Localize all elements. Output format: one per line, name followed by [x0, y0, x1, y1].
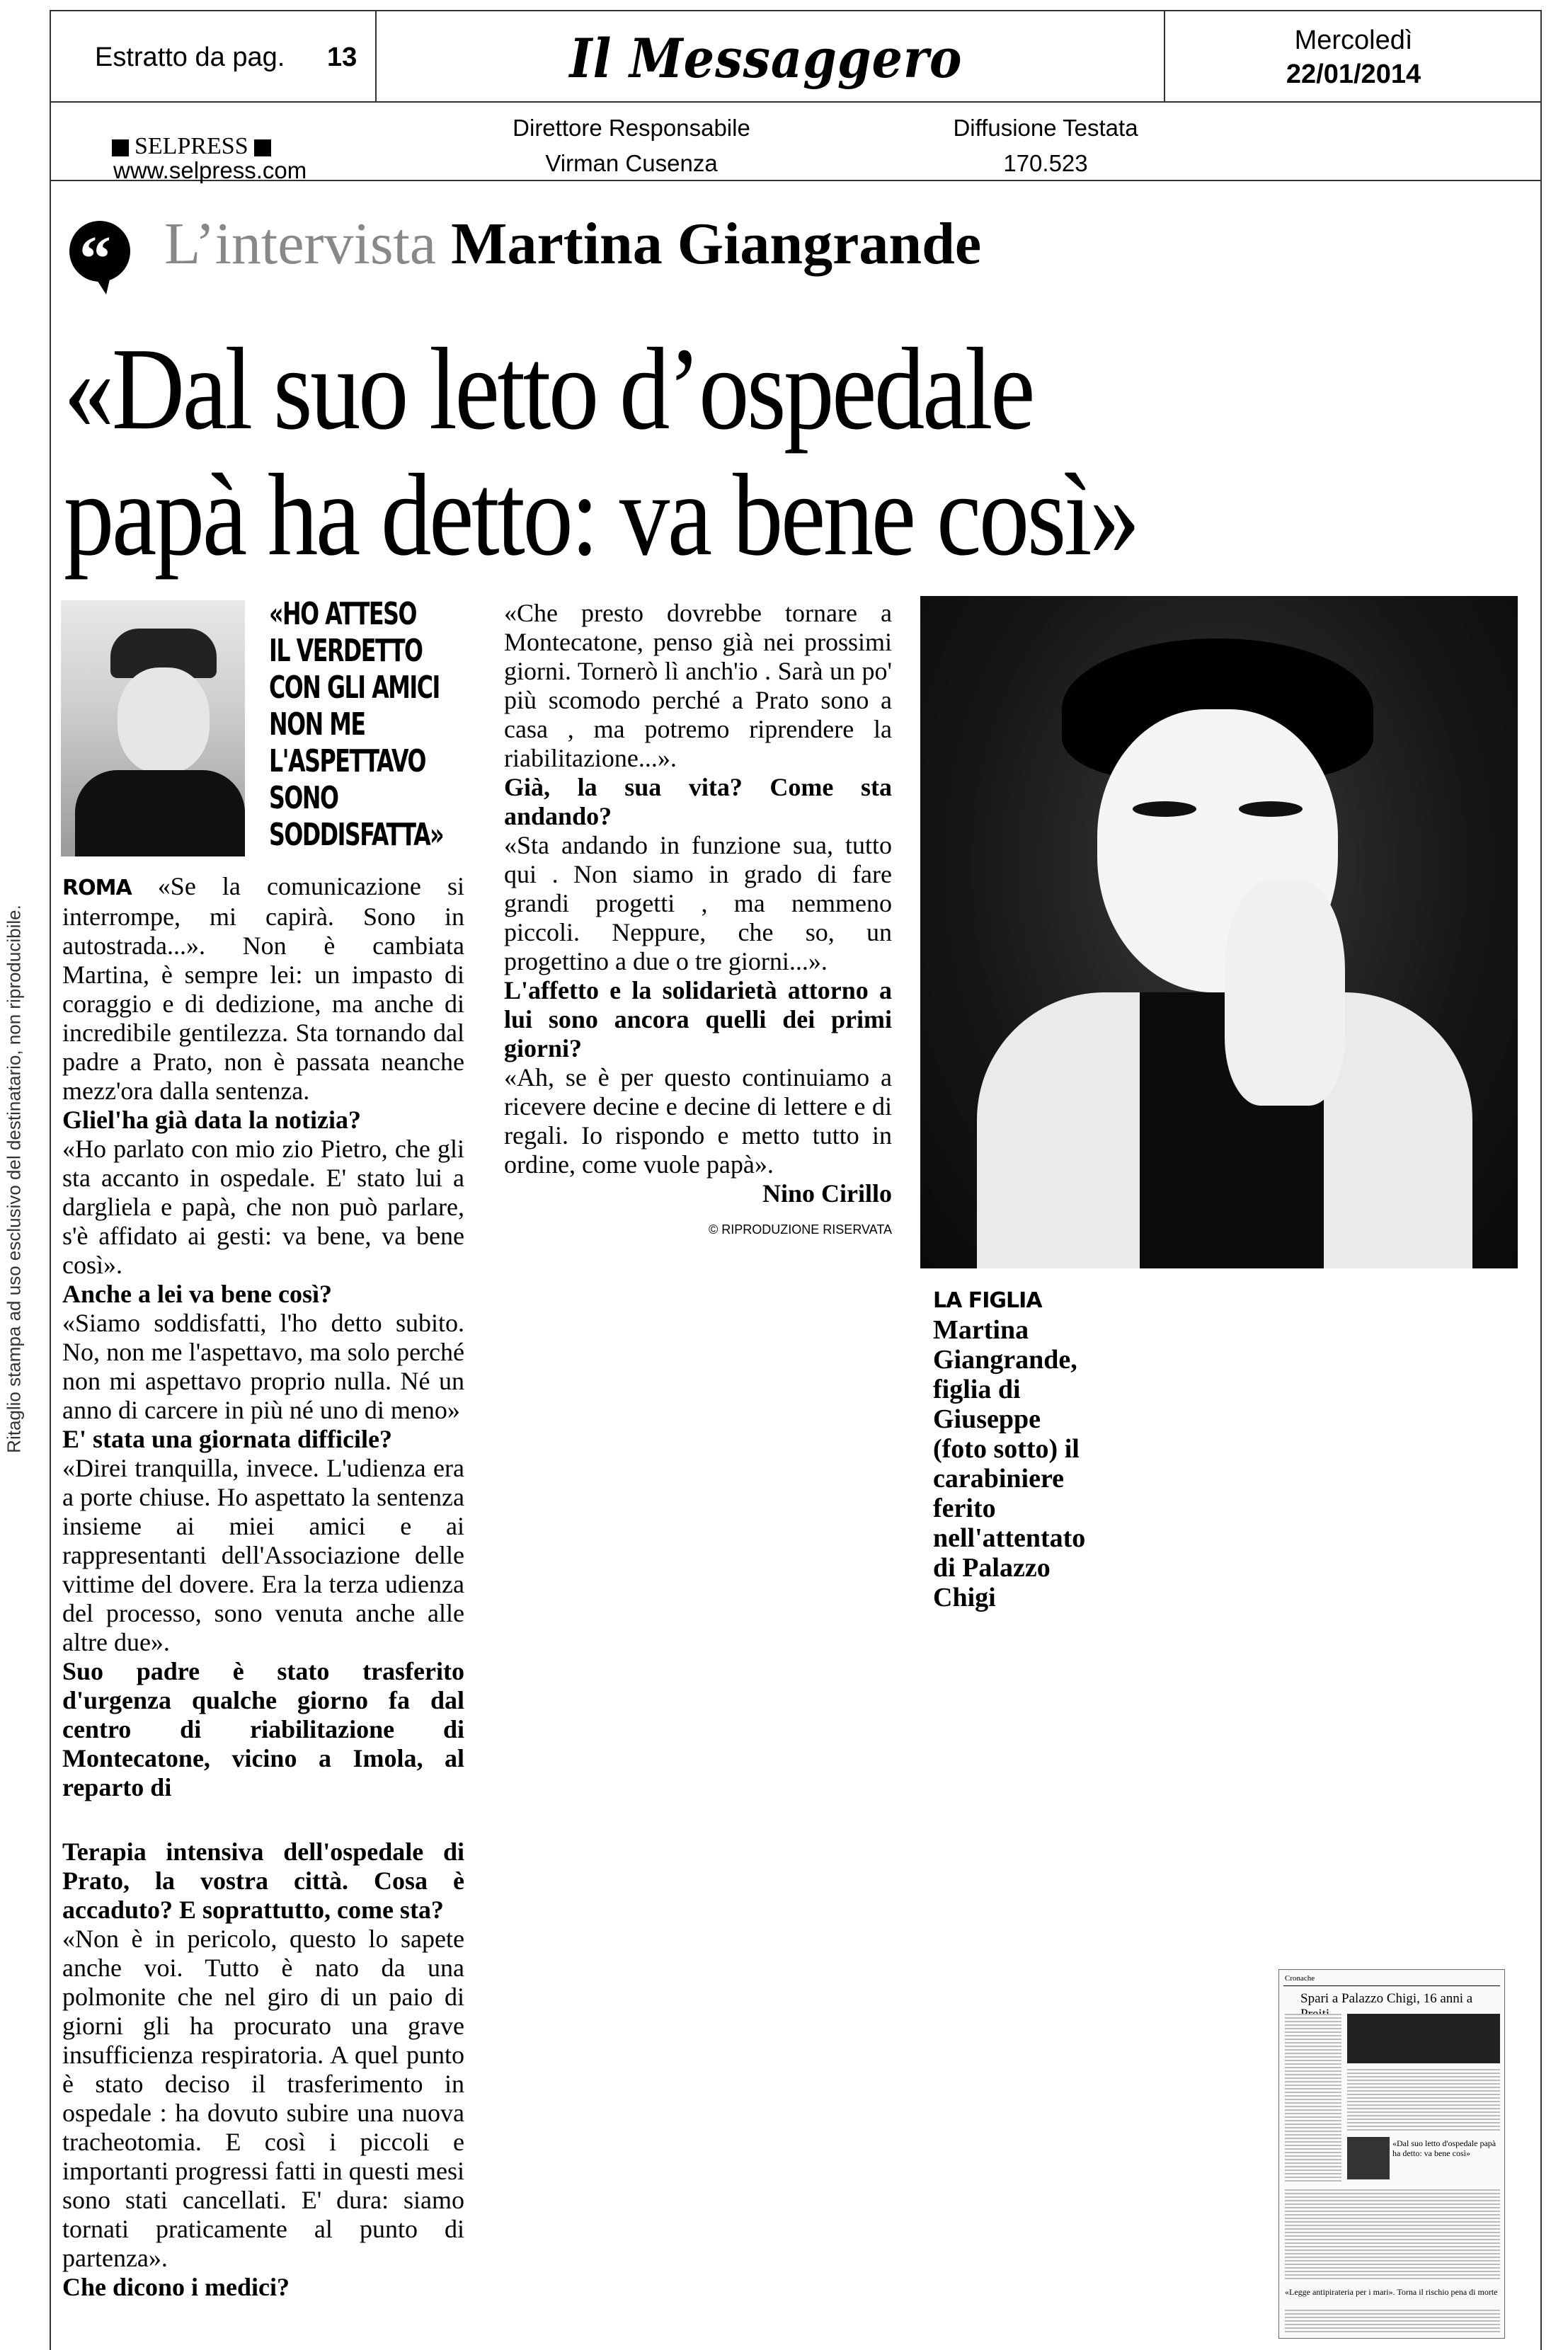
pull-quote-line: «HO ATTESO — [269, 596, 416, 632]
author-byline: Nino Cirillo — [762, 1179, 892, 1208]
quote-bubble-icon — [69, 221, 130, 294]
photo-caption — [933, 1287, 1085, 1612]
agency-url: www.selpress.com — [113, 157, 307, 183]
thumbnail-section: Cronache — [1285, 1974, 1315, 1983]
interview-question: E' stata una giornata difficile? — [62, 1425, 392, 1453]
kicker — [164, 210, 981, 278]
director-label: Direttore Responsabile — [513, 115, 750, 141]
weekday: Mercoledì — [1294, 25, 1413, 55]
caption-line: ferito — [933, 1494, 996, 1523]
paragraph: «Ah, se è per questo continuiamo a ricevere decine e decine di lettere e di regali. Io rispondo e metto tutto in ordine, come vuole papà». — [504, 1063, 892, 1179]
date: 22/01/2014 — [1286, 59, 1421, 89]
headline-line-2: papà ha detto: va bene così» — [64, 449, 1138, 580]
martina-photo — [920, 596, 1518, 1268]
agency-label: SELPRESS — [135, 133, 248, 159]
circulation-value: 170.523 — [1003, 150, 1088, 176]
header-divider — [51, 101, 1540, 103]
paragraph: «Non è in pericolo, questo lo sapete anche voi. Tutto è nato da una polmonite che nel giro di un paio di giorni gli ha procurato una grave insufficienza respiratoria. A quel punto è stato deciso il trasferimento in ospedale : ha dovuto subire una nuova tracheotomia. E così i piccoli e importanti progressi fatti in questi mesi sono stati cancellati. E' dura: siamo tornati praticamente al punto di partenza». — [62, 1925, 464, 2272]
kicker-label: L’intervista — [164, 211, 437, 277]
caption-line: nell'attentato — [933, 1523, 1086, 1553]
interview-question: L'affetto e la solidarietà attorno a lui sono ancora quelli dei primi giorni? — [504, 976, 892, 1062]
header-box — [50, 10, 1542, 181]
article-column-2 — [504, 599, 892, 1244]
hand-shape — [1225, 879, 1345, 1106]
caption-line: Martina — [933, 1315, 1029, 1345]
caption-text — [933, 1315, 1085, 1612]
thumbnail-photo — [1347, 2137, 1390, 2179]
interview-question: Che dicono i medici? — [62, 2273, 290, 2301]
pull-quote-line: CON GLI AMICI — [269, 670, 440, 706]
pull-quote-line: L'ASPETTAVO — [269, 743, 425, 779]
page-number: 13 — [327, 42, 357, 72]
interview-question: Anche a lei va bene così? — [62, 1280, 332, 1308]
headline-line-1: «Dal suo letto d’ospedale — [64, 323, 1033, 454]
square-bullet-icon — [112, 139, 129, 156]
quote-mark-icon: “ — [79, 224, 111, 294]
pull-quote-line: NON ME — [269, 706, 365, 743]
article-column-1 — [62, 872, 464, 1802]
masthead-logo: Il Messaggero — [569, 27, 963, 90]
page-thumbnail — [1278, 1969, 1505, 2339]
caption-line: Giuseppe — [933, 1404, 1041, 1434]
interview-question: Terapia intensiva dell'ospedale di Prato, la vostra città. Cosa è accaduto? E soprattutto, come sta? — [62, 1838, 464, 1924]
eye-shape — [1239, 801, 1303, 817]
agency-name — [112, 133, 271, 160]
caption-line: Giangrande, — [933, 1345, 1077, 1375]
paragraph: «Che presto dovrebbe tornare a Montecatone, penso già nei prossimi giorni. Tornerò lì anch'io . Sarà un po' più scomodo perché a Prato sono a casa , ma potremo riprendere la riabilitazione...». — [504, 599, 892, 772]
headline — [64, 323, 1138, 580]
article-column-1b — [62, 1838, 464, 2302]
side-disclaimer: Ritaglio stampa ad uso esclusivo del destinatario, non riproducibile. — [3, 905, 25, 1453]
interview-question: Già, la sua vita? Come sta andando? — [504, 773, 892, 830]
caption-line: carabiniere — [933, 1464, 1065, 1494]
paragraph: «Siamo soddisfatti, l'ho detto subito. No, non me l'aspettavo, ma solo perché non mi aspettavo proprio nulla. Né un anno di carcere in più né uno di meno» — [62, 1309, 464, 1424]
extract-label: Estratto da pag. — [95, 42, 285, 72]
header-divider — [1164, 11, 1165, 101]
caption-line: (foto sotto) il — [933, 1434, 1080, 1464]
interview-question: Suo padre è stato trasferito d'urgenza qualche giorno fa dal centro di riabilitazione di Montecatone, vicino a Imola, al reparto di — [62, 1657, 464, 1801]
face-shape — [118, 667, 210, 774]
dateline: ROMA — [62, 876, 132, 900]
thumbnail-subheadline: «Dal suo letto d'ospedale papà ha detto: va bene così» — [1392, 2138, 1497, 2158]
father-photo — [61, 600, 245, 856]
page-frame-left — [50, 181, 51, 2350]
thumbnail-headline: Spari a Palazzo Chigi, 16 anni a — [1300, 1991, 1473, 2006]
interview-question: Gliel'ha già data la notizia? — [62, 1106, 362, 1134]
paragraph: «Direi tranquilla, invece. L'udienza era a porte chiuse. Ho aspettato la sentenza insieme ai miei amici e ai rappresentanti dell'Associazione delle vittime del dovere. Era la terza udienza del processo, sono venuta anche alle altre due». — [62, 1454, 464, 1656]
caption-line: di Palazzo — [933, 1553, 1051, 1583]
paragraph: «Sta andando in funzione sua, tutto qui . Non siamo in grado di fare grandi progetti , ma nemmeno piccoli. Neppure, che so, un progettino a due o tre giorni...». — [504, 831, 892, 975]
thumbnail-rule — [1283, 1985, 1500, 1986]
thumbnail-photo — [1347, 2014, 1500, 2063]
caption-label: LA FIGLIA — [933, 1288, 1042, 1313]
paragraph-text: «Se la comunicazione si interrompe, mi capirà. Sono in autostrada...». Non è cambiata Martina, è sempre lei: un impasto di coraggio e di dedizione, ma anche di incredibile gentilezza. Sta tornando dal padre a Prato, non è passata neanche mezz'ora dalla sentenza. — [62, 872, 464, 1105]
pull-quote-line: SODDISFATTA» — [269, 817, 444, 853]
paragraph: «Ho parlato con mio zio Pietro, che gli sta accanto in ospedale. E' stato lui a dargliela e papà, che non può parlare, s'è affidato ai gesti: va bene, va bene così». — [62, 1135, 464, 1279]
thumbnail-subheadline: «Legge antipirateria per i mari». Torna il rischio pena di morte — [1285, 2287, 1498, 2297]
pull-quote — [269, 596, 534, 854]
thumbnail-text-block — [1285, 2310, 1500, 2334]
thumbnail-text-block — [1285, 2014, 1341, 2184]
header-divider — [375, 11, 377, 101]
paragraph — [62, 872, 464, 1106]
circulation-label: Diffusione Testata — [953, 115, 1138, 141]
caption-line: figlia di — [933, 1375, 1021, 1404]
eye-shape — [1133, 801, 1196, 817]
pull-quote-line: IL VERDETTO — [269, 633, 423, 669]
director-name: Virman Cusenza — [545, 150, 718, 176]
thumbnail-text-block — [1285, 2189, 1500, 2281]
page-frame-right — [1540, 181, 1542, 2350]
caption-line: Chigi — [933, 1583, 996, 1612]
thumbnail-text-block — [1347, 2069, 1500, 2133]
square-bullet-icon — [254, 139, 271, 156]
pull-quote-line: SONO — [269, 780, 338, 816]
uniform-shape — [75, 770, 245, 856]
kicker-name: Martina Giangrande — [451, 211, 982, 277]
copyright-notice: © RIPRODUZIONE RISERVATA — [709, 1222, 892, 1237]
